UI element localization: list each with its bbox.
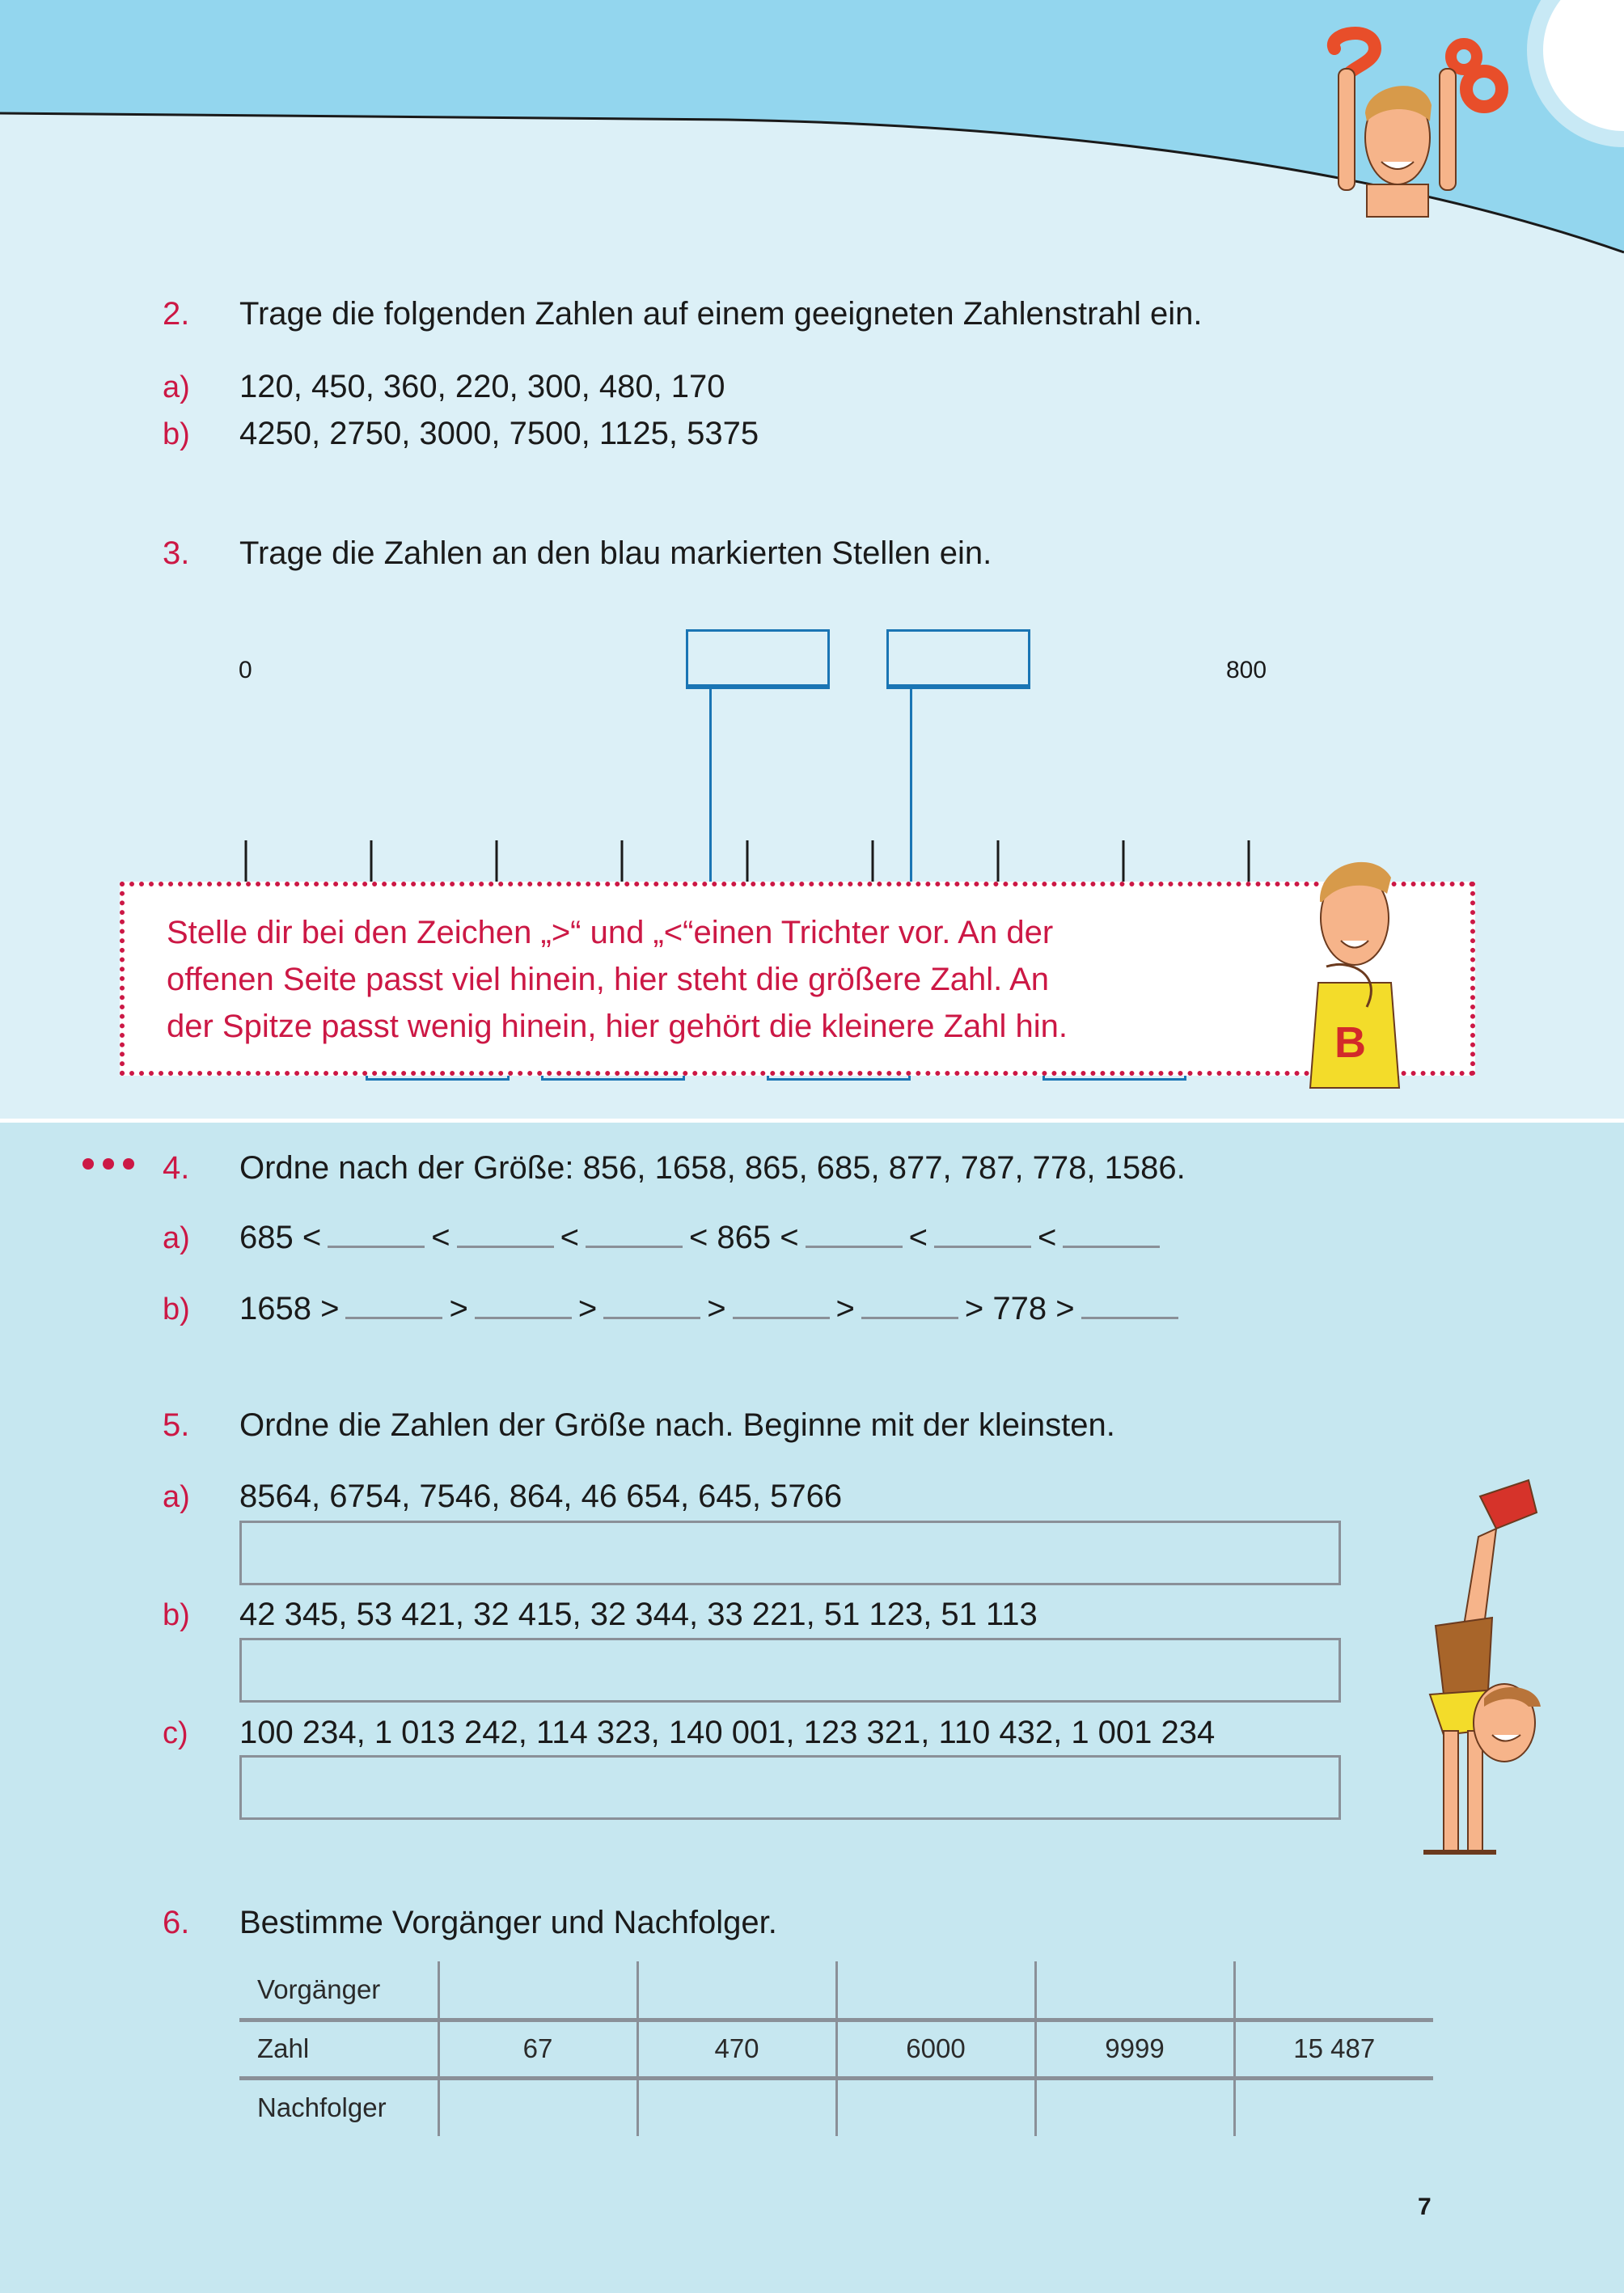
task4a-part: <	[1037, 1220, 1057, 1255]
task6-number: 6.	[163, 1905, 190, 1940]
task5b-label: b)	[163, 1598, 190, 1632]
task5b-numbers: 42 345, 53 421, 32 415, 32 344, 33 221, 51 123, 51 113	[239, 1597, 1038, 1632]
task5a-label: a)	[163, 1480, 190, 1514]
task4b-label: b)	[163, 1292, 190, 1326]
successor-cell[interactable]	[1035, 2078, 1234, 2136]
hint-box	[120, 882, 1475, 1076]
answer-blank[interactable]	[586, 1224, 683, 1248]
task5a-numbers: 8564, 6754, 7546, 864, 46 654, 645, 5766	[239, 1479, 843, 1514]
successor-cell[interactable]	[637, 2078, 836, 2136]
task2-title: Trage die folgenden Zahlen auf einem geeigneten Zahlenstrahl ein.	[239, 296, 1203, 332]
answer-blank[interactable]	[934, 1224, 1031, 1248]
task2a-numbers: 120, 450, 360, 220, 300, 480, 170	[239, 369, 725, 404]
number-line-end-label: 800	[1226, 657, 1267, 683]
table-row-successor	[239, 2078, 1433, 2136]
answer-blank[interactable]	[1063, 1224, 1160, 1248]
task4b-part: >	[577, 1291, 598, 1326]
task5-title: Ordne die Zahlen der Größe nach. Beginne mit der kleinsten.	[239, 1407, 1115, 1443]
task5b-answer-box[interactable]	[239, 1638, 1341, 1703]
answer-blank[interactable]	[1081, 1295, 1178, 1319]
difficulty-dots	[82, 1158, 143, 1174]
page-number: 7	[1418, 2194, 1432, 2220]
task5c-answer-box[interactable]	[239, 1755, 1341, 1820]
row-header-number: Zahl	[239, 2020, 438, 2078]
task4a-part: <	[908, 1220, 928, 1255]
task2a-label: a)	[163, 370, 190, 404]
hint-line-1: Stelle dir bei den Zeichen „>“ und „<“einen Trichter vor. An der	[167, 915, 1054, 950]
number-cell: 67	[438, 2020, 637, 2078]
hint-text	[167, 909, 1218, 1050]
task4b-row	[239, 1291, 1185, 1327]
number-cell: 470	[637, 2020, 836, 2078]
answer-blank[interactable]	[457, 1224, 554, 1248]
predecessor-cell[interactable]	[1035, 1961, 1234, 2020]
predecessor-cell[interactable]	[836, 1961, 1035, 2020]
task4b-part: >	[449, 1291, 468, 1326]
task5-number: 5.	[163, 1407, 190, 1443]
answer-blank[interactable]	[806, 1224, 903, 1248]
task2b-numbers: 4250, 2750, 3000, 7500, 1125, 5375	[239, 416, 759, 451]
answer-blank[interactable]	[328, 1224, 425, 1248]
number-line-start-label: 0	[239, 657, 252, 683]
task3-title: Trage die Zahlen an den blau markierten Stellen ein.	[239, 535, 992, 571]
handstand-character-icon	[1407, 1464, 1569, 1901]
predecessor-cell[interactable]	[637, 1961, 836, 2020]
task4a-part: < 865 <	[688, 1220, 799, 1255]
task4b-part: >	[835, 1291, 855, 1326]
hint-line-2: offenen Seite passt viel hinein, hier steht die größere Zahl. An	[167, 962, 1050, 997]
predecessor-successor-table	[239, 1961, 1433, 2136]
number-cell: 15 487	[1234, 2020, 1433, 2078]
row-header-predecessor: Vorgänger	[257, 1974, 381, 2004]
svg-text:B: B	[1334, 1018, 1366, 1067]
predecessor-cell[interactable]	[1234, 1961, 1433, 2020]
task3-number: 3.	[163, 535, 190, 571]
section-divider	[0, 1119, 1624, 1123]
answer-blank[interactable]	[733, 1295, 830, 1319]
task4a-label: a)	[163, 1221, 190, 1255]
table-row-number	[239, 2020, 1433, 2078]
task4b-part: > 778 >	[964, 1291, 1075, 1326]
task4a-part: 685 <	[239, 1220, 322, 1255]
row-header-successor: Nachfolger	[257, 2092, 387, 2123]
task4a-part: <	[560, 1220, 579, 1255]
number-line-marker-stem	[709, 689, 712, 900]
number-line-marker-stem	[910, 689, 912, 900]
task2-number: 2.	[163, 296, 190, 332]
answer-blank[interactable]	[345, 1295, 442, 1319]
task5c-numbers: 100 234, 1 013 242, 114 323, 140 001, 123 321, 110 432, 1 001 234	[239, 1715, 1216, 1750]
task4b-part: >	[707, 1291, 726, 1326]
task5a-answer-box[interactable]	[239, 1521, 1341, 1585]
task4-title: Ordne nach der Größe: 856, 1658, 865, 685, 877, 787, 778, 1586.	[239, 1150, 1186, 1186]
number-cell: 6000	[836, 2020, 1035, 2078]
successor-cell[interactable]	[438, 2078, 637, 2136]
task2b-label: b)	[163, 417, 190, 451]
task4a-row	[239, 1220, 1166, 1256]
task4b-part: 1658 >	[239, 1291, 340, 1326]
successor-cell[interactable]	[1234, 2078, 1433, 2136]
task4-number: 4.	[163, 1150, 190, 1186]
answer-blank[interactable]	[603, 1295, 700, 1319]
answer-blank[interactable]	[861, 1295, 958, 1319]
task5c-label: c)	[163, 1716, 188, 1750]
answer-blank[interactable]	[475, 1295, 572, 1319]
table-row-predecessor	[239, 1961, 1433, 2020]
number-line-answer-box[interactable]	[886, 629, 1030, 689]
hint-line-3: der Spitze passt wenig hinein, hier gehört die kleinere Zahl hin.	[167, 1009, 1068, 1044]
task6-title: Bestimme Vorgänger und Nachfolger.	[239, 1905, 777, 1940]
thinking-character-icon	[1278, 845, 1440, 1104]
predecessor-cell[interactable]	[438, 1961, 637, 2020]
number-line-answer-box[interactable]	[686, 629, 830, 689]
successor-cell[interactable]	[836, 2078, 1035, 2136]
task4a-part: <	[431, 1220, 450, 1255]
number-cell: 9999	[1035, 2020, 1234, 2078]
